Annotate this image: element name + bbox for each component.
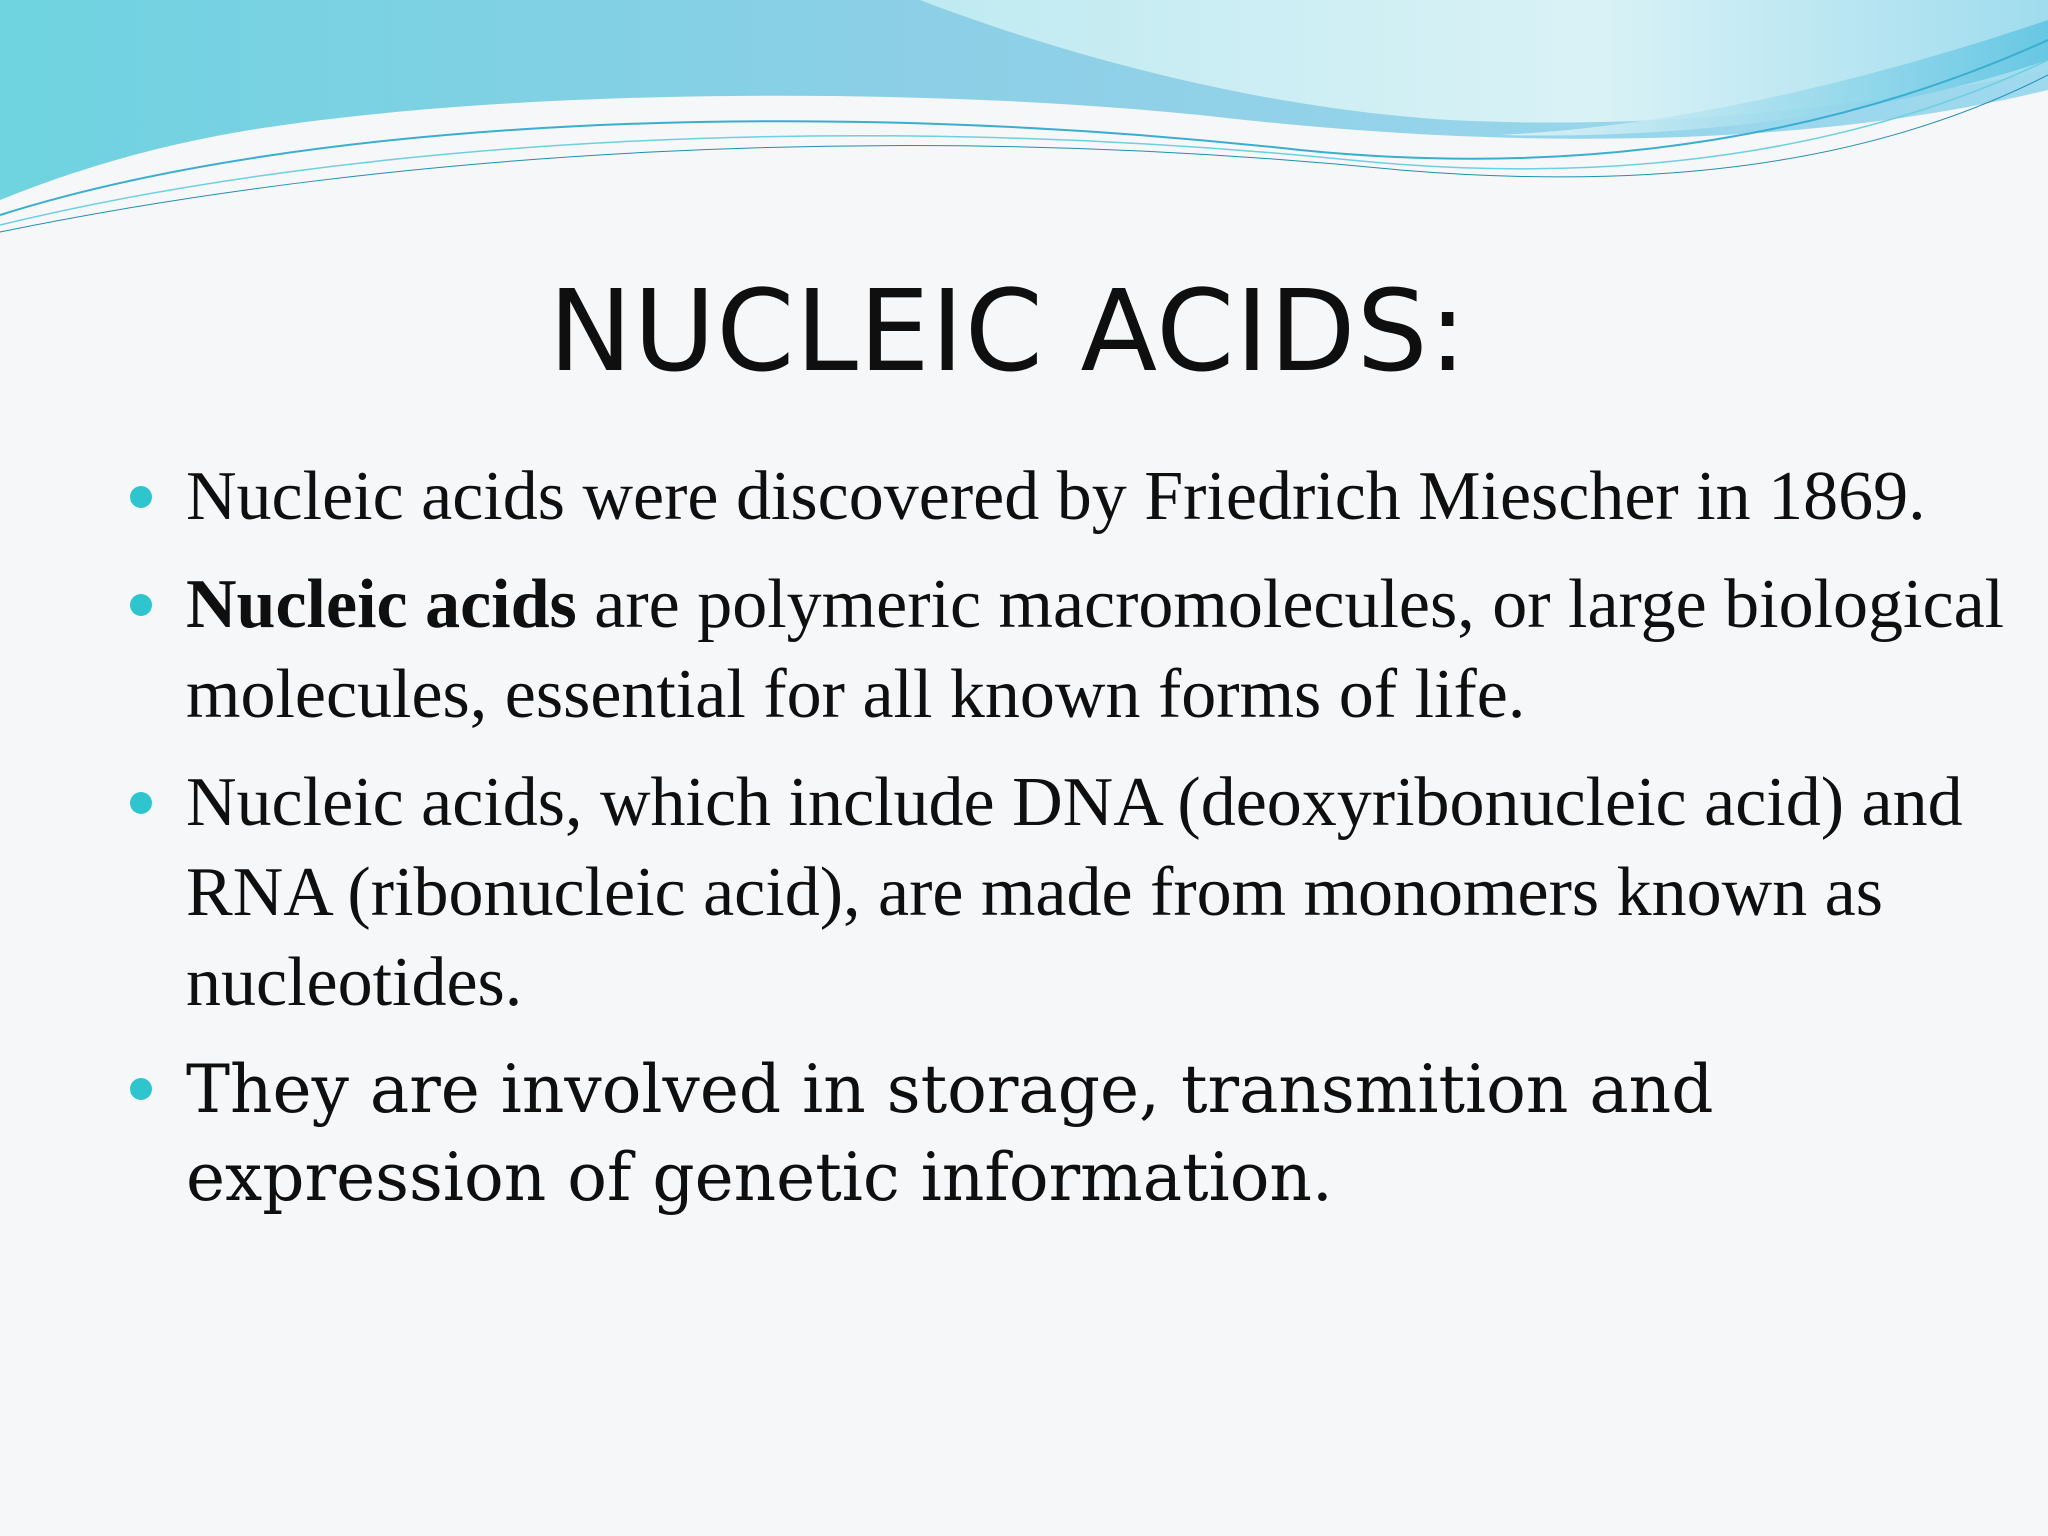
slide-title: NUCLEIC ACIDS: xyxy=(548,267,1468,397)
bullet-dot-icon xyxy=(130,486,152,508)
header-wave-decoration xyxy=(0,0,2048,240)
bullet-item-types xyxy=(130,758,2010,1028)
bullet-item-definition xyxy=(130,560,2010,740)
bullet-item-discovery xyxy=(130,452,2010,542)
bullet-list xyxy=(130,452,2010,1240)
bullet-text: are polymeric macromolecules, or large biological molecules, essential for all known forms of life. xyxy=(186,566,2005,733)
bullet-text: They are involved in storage, transmition and expression of genetic information. xyxy=(186,1051,1714,1216)
bullet-bold-term: Nucleic acids xyxy=(186,566,577,643)
bullet-dot-icon xyxy=(130,792,152,814)
bullet-dot-icon xyxy=(130,1078,152,1100)
bullet-dot-icon xyxy=(130,594,152,616)
bullet-item-function xyxy=(130,1046,2010,1222)
bullet-text: Nucleic acids were discovered by Friedrich Miescher in 1869. xyxy=(186,458,1926,535)
bullet-text: Nucleic acids, which include DNA (deoxyribonucleic acid) and RNA (ribonucleic acid), are made from monomers known as nucleotides. xyxy=(186,764,1963,1021)
